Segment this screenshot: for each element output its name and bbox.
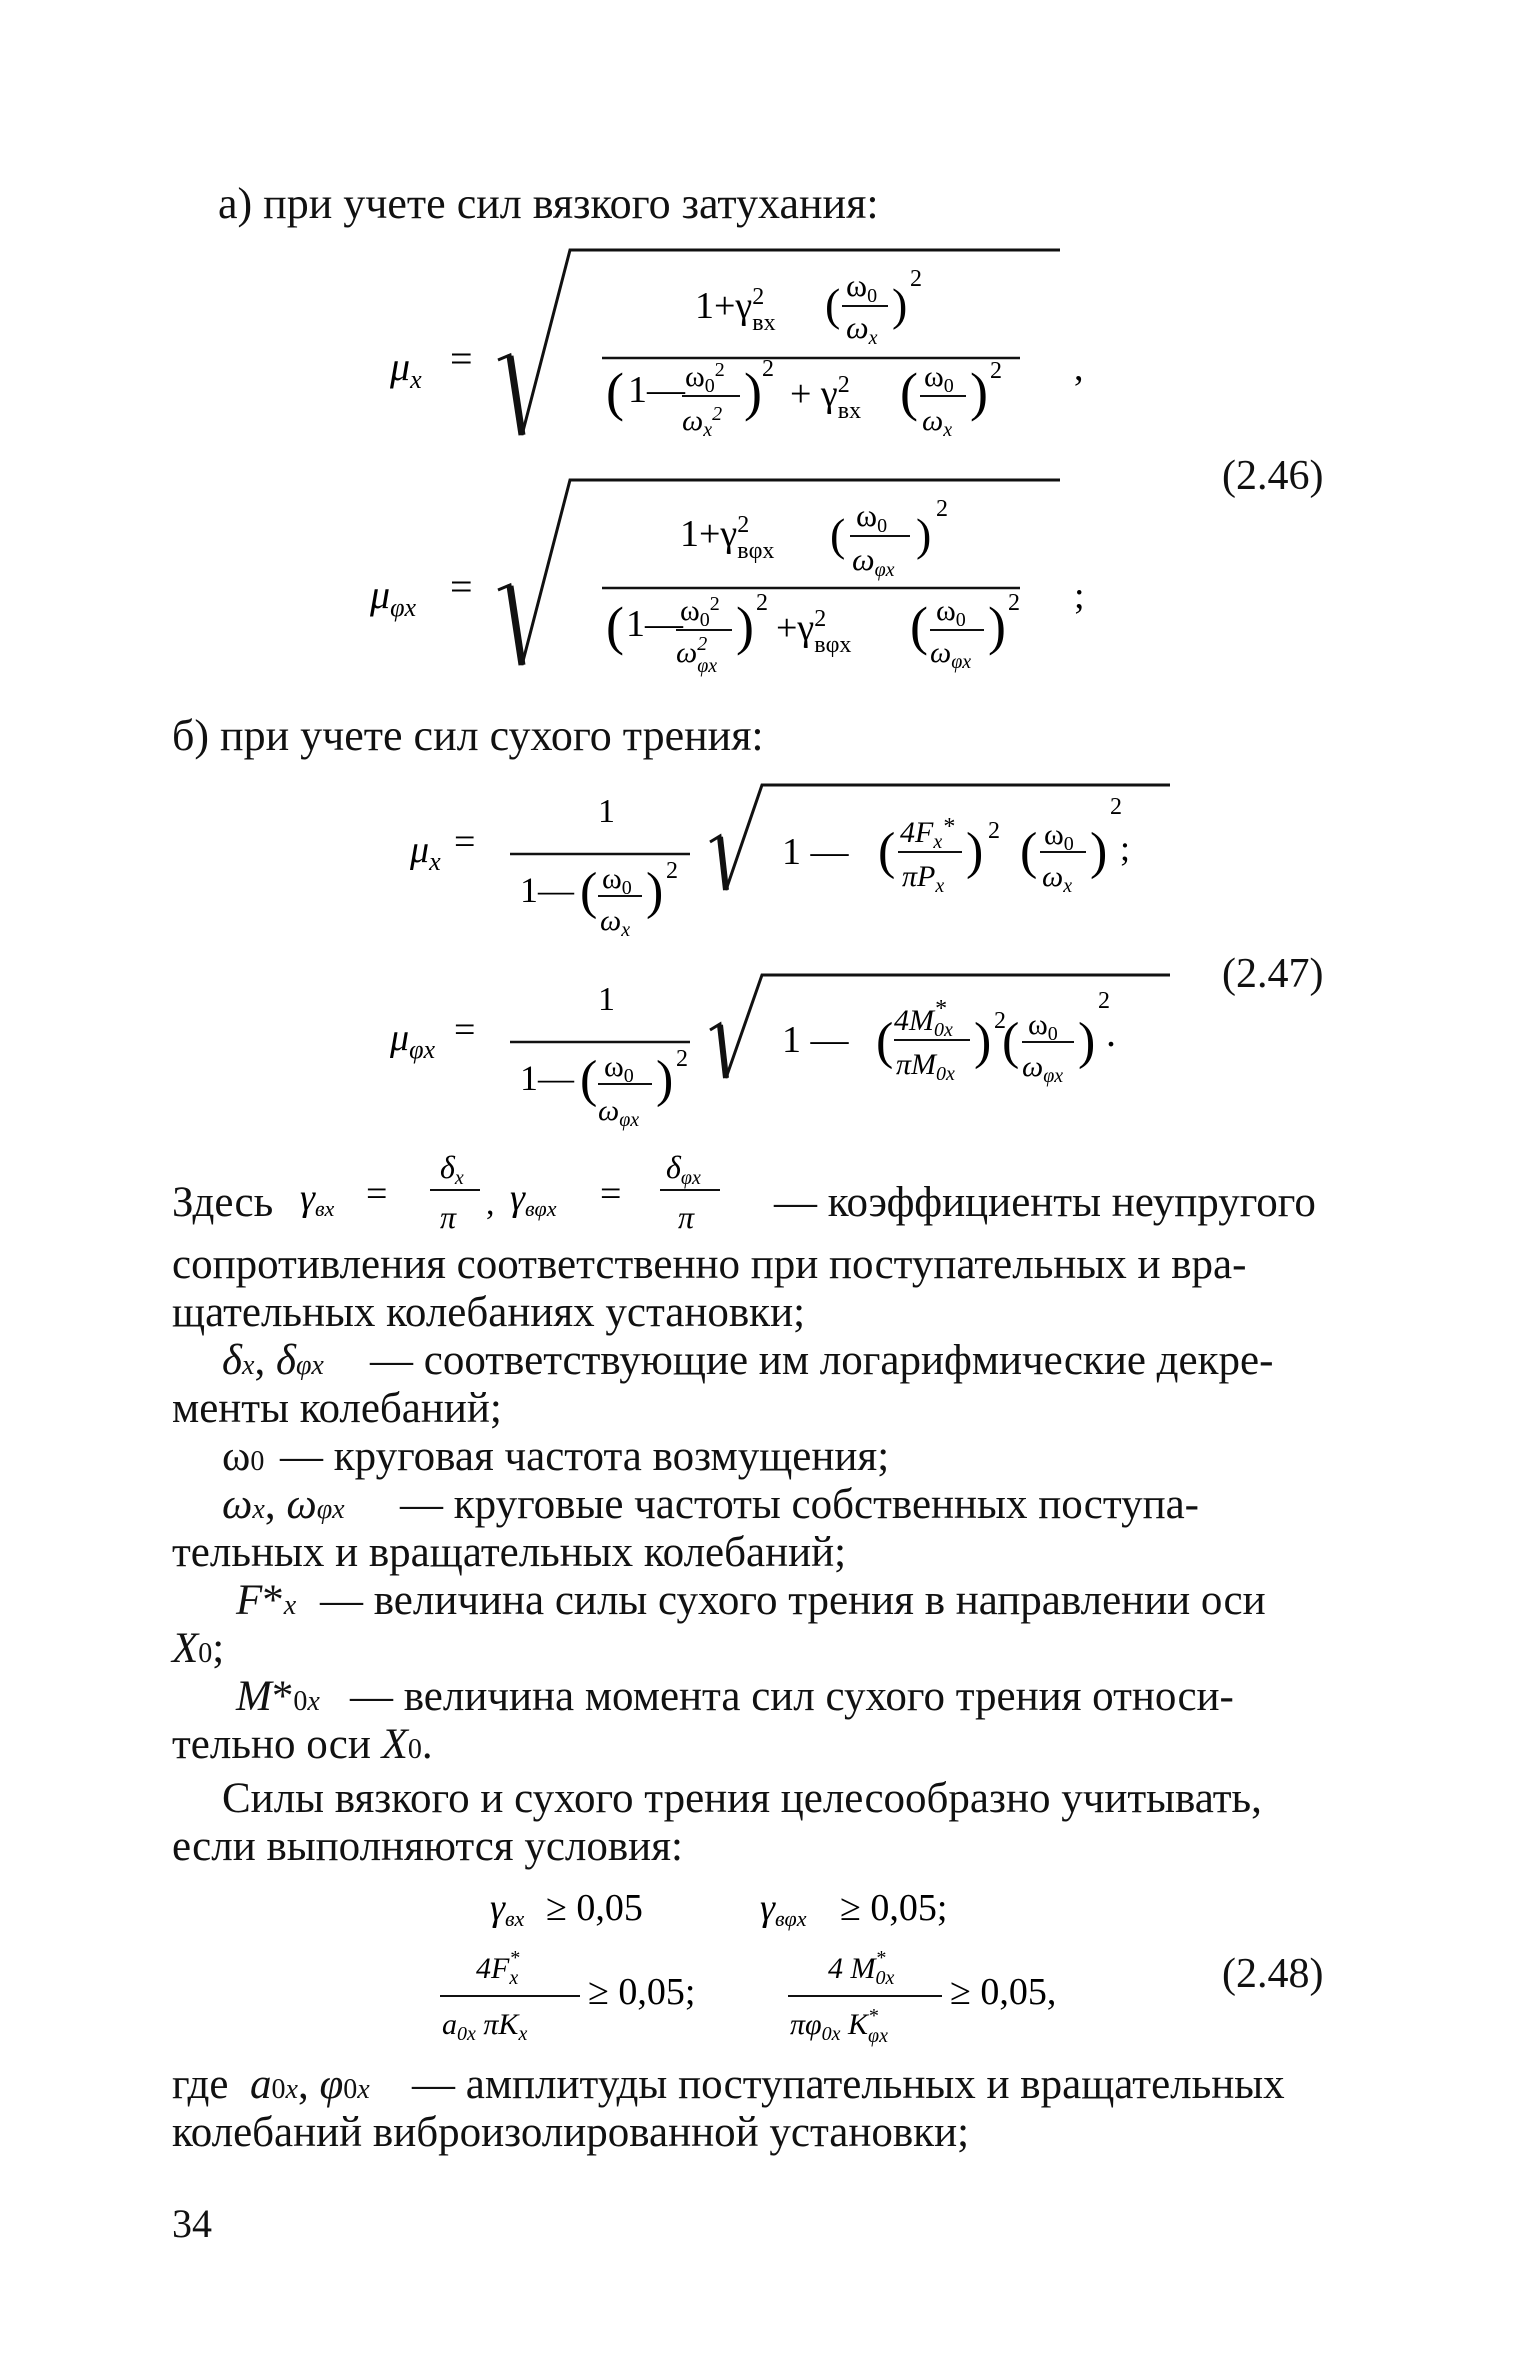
svg-text:): ) xyxy=(970,362,988,422)
svg-text:ω02: $\omega_0^2$ xyxy=(685,359,725,397)
svg-text:=: = xyxy=(450,564,473,609)
svg-text:(: ( xyxy=(1020,823,1038,880)
equation-number-2-48: (2.48) xyxy=(1222,1951,1324,1997)
svg-text:): ) xyxy=(656,1051,674,1108)
svg-text:≥ 0,05,: ≥ 0,05, xyxy=(950,1971,1057,2013)
svg-text:2: 2 xyxy=(1098,988,1110,1014)
svg-text:.: . xyxy=(1106,1010,1116,1055)
svg-text:(: ( xyxy=(900,362,918,422)
svg-text:=: = xyxy=(454,1009,476,1051)
svg-text:2: 2 xyxy=(676,1046,688,1072)
svg-text:ω2φx: $\omega^2$ φx xyxy=(676,633,718,677)
equation-number-2-47: (2.47) xyxy=(1222,951,1324,997)
svg-text:): ) xyxy=(736,596,754,656)
x0-axis: X0; xyxy=(172,1625,225,1672)
svg-text:(: ( xyxy=(580,863,598,920)
svg-text:ωx: $\omega_x$ xyxy=(1042,860,1073,897)
p4-line1-tail: — круговые частоты собственных поступа- xyxy=(400,1481,1200,1528)
svg-text:=: = xyxy=(450,336,473,381)
svg-text:γвφx: γвφx xyxy=(760,1887,807,1931)
svg-text:a0x πKx: $a_{0x}$ $\pi K_x$ xyxy=(442,2008,528,2045)
svg-text:;: ; xyxy=(1120,828,1131,868)
p6-line2-text: тельно оси xyxy=(172,1721,371,1768)
svg-text:(: ( xyxy=(606,362,624,422)
heading-dry-friction: б) при учете сил сухого трения: xyxy=(172,711,764,760)
p3-text: — круговая частота возмущения; xyxy=(280,1433,890,1480)
svg-text:(: ( xyxy=(830,509,846,560)
svg-text:ωx: $\omega_x$ xyxy=(600,904,631,941)
f-star-symbol: F*x xyxy=(236,1577,297,1624)
svg-text:,: , xyxy=(486,1185,495,1222)
svg-text:1: 1 xyxy=(598,793,615,830)
svg-text:1 —: 1 — xyxy=(782,1019,849,1061)
p6-line2: тельно оси X0. xyxy=(172,1721,433,1768)
svg-text:ω0: $\omega_0$ xyxy=(936,594,966,631)
svg-text:≥ 0,05;: ≥ 0,05; xyxy=(588,1971,696,2013)
page-number: 34 xyxy=(172,2201,212,2246)
svg-text:1+γ2вφx: $1+\gamma^2$ вφx xyxy=(680,512,775,564)
p2-line1-tail: — соответствующие им логарифмические декре- xyxy=(370,1337,1274,1384)
svg-text:4Fx*: $4F_x^*$ xyxy=(900,814,955,853)
p4-line2: тельных и вращательных колебаний; xyxy=(172,1529,847,1576)
p6-line1-tail: — величина момента сил сухого трения относи- xyxy=(350,1673,1234,1720)
svg-text:π: π xyxy=(440,1199,457,1235)
svg-text:π: π xyxy=(678,1199,695,1235)
svg-text:2: 2 xyxy=(666,858,678,884)
svg-text:+γ2вφx: $+\gamma^2$ вφx xyxy=(776,606,852,658)
svg-text:πM0x: $\pi M_{0x}$ xyxy=(896,1048,955,1085)
svg-text:2: 2 xyxy=(936,496,948,522)
svg-text:γвx: γвx xyxy=(300,1177,335,1221)
zdes-word: Здесь xyxy=(172,1179,274,1226)
svg-text:=: = xyxy=(454,821,476,863)
svg-text:;: ; xyxy=(1074,575,1085,617)
svg-text:(: ( xyxy=(876,1013,894,1070)
svg-text:): ) xyxy=(966,823,984,880)
svg-text:+ γ2вx: + $\gamma^2$ вx xyxy=(790,372,862,424)
svg-text:=: = xyxy=(366,1173,388,1215)
svg-text:): ) xyxy=(1090,823,1108,880)
svg-text:1—: 1— xyxy=(628,369,685,411)
svg-text:,: , xyxy=(1074,347,1084,389)
p2-line2: менты колебаний; xyxy=(172,1385,502,1432)
p8-line2: колебаний виброизолированной установки; xyxy=(172,2109,970,2156)
svg-text:): ) xyxy=(892,279,908,330)
p8-line1-tail: — амплитуды поступательных и вращательных xyxy=(412,2061,1285,2108)
svg-text:ω0: ω0 xyxy=(856,497,888,537)
delta-symbols: δx, δφx xyxy=(222,1337,324,1384)
svg-text:ωx: ωx xyxy=(846,309,878,349)
svg-text:4 M*0x: 4 M* 0x xyxy=(828,1947,895,1989)
svg-text:=: = xyxy=(600,1173,622,1215)
m-star-symbol: M*0x xyxy=(236,1673,320,1720)
mu-x-symbol: $\mu_x$ xyxy=(390,344,422,394)
equation-number-2-46: (2.46) xyxy=(1222,453,1324,499)
omega-x-symbols: ωx, ωφx xyxy=(222,1481,345,1528)
svg-text:1—: 1— xyxy=(520,870,574,910)
svg-text:2: 2 xyxy=(990,358,1002,384)
svg-text:ωx: $\omega_x$ xyxy=(922,404,953,441)
heading-viscous-damping: а) при учете сил вязкого затухания: xyxy=(218,179,879,228)
p5-line1-tail: — величина силы сухого трения в направлении оси xyxy=(320,1577,1266,1624)
svg-text:): ) xyxy=(744,362,762,422)
svg-text:4F*x: 4F* x xyxy=(476,1947,520,1989)
svg-text:2: 2 xyxy=(762,356,774,382)
svg-text:1—: 1— xyxy=(626,603,683,645)
svg-text:≥ 0,05: ≥ 0,05 xyxy=(546,1887,643,1929)
svg-text:): ) xyxy=(974,1013,992,1070)
p1-line3: щательных колебаниях установки; xyxy=(172,1289,806,1336)
svg-text:): ) xyxy=(916,509,932,560)
svg-text:γвx: γвx xyxy=(490,1887,525,1931)
gamma-definitions xyxy=(300,1138,760,1248)
svg-text:ω02: $\omega_0^2$ xyxy=(680,593,720,631)
svg-text:μx: $\mu_x$ xyxy=(410,829,441,876)
svg-text:): ) xyxy=(646,863,664,920)
svg-text:ω0: $\omega_0$ xyxy=(1044,818,1074,855)
mu-phix-symbol: $\mu_{\varphi x}$ xyxy=(370,572,417,622)
svg-text:δx: δx xyxy=(440,1149,464,1189)
p7-line1: Силы вязкого и сухого трения целесообразно учитывать, xyxy=(222,1775,1262,1822)
svg-text:2: 2 xyxy=(994,1008,1006,1034)
svg-text:ω0: $\omega_0$ xyxy=(602,862,632,899)
svg-text:(: ( xyxy=(910,596,928,656)
p1-line2: сопротивления соответственно при поступательных и вра- xyxy=(172,1241,1247,1288)
svg-text:(: ( xyxy=(580,1051,598,1108)
svg-text:): ) xyxy=(1078,1013,1096,1070)
svg-text:(: ( xyxy=(606,596,624,656)
svg-text:1—: 1— xyxy=(520,1058,574,1098)
svg-text:ω0: $\omega_0$ xyxy=(924,360,954,397)
omega0-symbol: ω0 xyxy=(222,1433,265,1480)
svg-text:ωφx: $\omega_{\varphi x}$ xyxy=(1022,1050,1064,1087)
zdes-tail: — коэффициенты неупругого xyxy=(774,1179,1316,1226)
formula-2-47 xyxy=(390,780,1200,1150)
svg-text:γвφx: γвφx xyxy=(510,1177,557,1221)
svg-text:ω0: $\omega_0$ xyxy=(1028,1008,1058,1045)
svg-text:2: 2 xyxy=(988,818,1000,844)
svg-text:2: 2 xyxy=(1110,794,1122,820)
svg-text:ωx2: $\omega_x^2$ xyxy=(682,403,723,441)
svg-text:(: ( xyxy=(878,823,896,880)
svg-text:ωφx: $\omega_{\varphi x}$ xyxy=(598,1094,640,1131)
formula-2-46 xyxy=(370,240,1090,700)
svg-text:ωφx: ωφx xyxy=(852,541,895,581)
svg-text:1 —: 1 — xyxy=(782,831,849,873)
svg-text:ω0: ω0 xyxy=(846,267,878,307)
svg-text:1+γ2вx: $1+\gamma^2$ вx xyxy=(695,284,776,336)
svg-text:ω0: $\omega_0$ xyxy=(604,1050,634,1087)
svg-text:): ) xyxy=(988,596,1006,656)
svg-text:δφx: δφx xyxy=(666,1149,701,1189)
svg-text:πφ0x K*φx: $\pi\varphi_{0x}$ K* φx xyxy=(790,2005,888,2047)
svg-text:(: ( xyxy=(1002,1013,1020,1070)
svg-text:2: 2 xyxy=(910,266,922,292)
svg-text:2: 2 xyxy=(756,590,768,616)
svg-text:≥ 0,05;: ≥ 0,05; xyxy=(840,1887,948,1929)
svg-text:1: 1 xyxy=(598,981,615,1018)
svg-text:2: 2 xyxy=(1008,590,1020,616)
a0x-phi0x-symbols: a0x, φ0x xyxy=(250,2061,370,2108)
formula-2-48 xyxy=(420,1878,1140,2048)
svg-text:μφx: $\mu_{\varphi x}$ xyxy=(390,1017,436,1064)
p7-line2: если выполняются условия: xyxy=(172,1823,683,1870)
svg-text:4M*0x: 4M* 0x xyxy=(894,996,953,1041)
svg-text:ωφx: $\omega_{\varphi x}$ xyxy=(930,636,972,673)
svg-text:πPx: $\pi P_x$ xyxy=(902,860,945,897)
gde-word: где xyxy=(172,2061,229,2108)
svg-text:(: ( xyxy=(825,279,841,330)
